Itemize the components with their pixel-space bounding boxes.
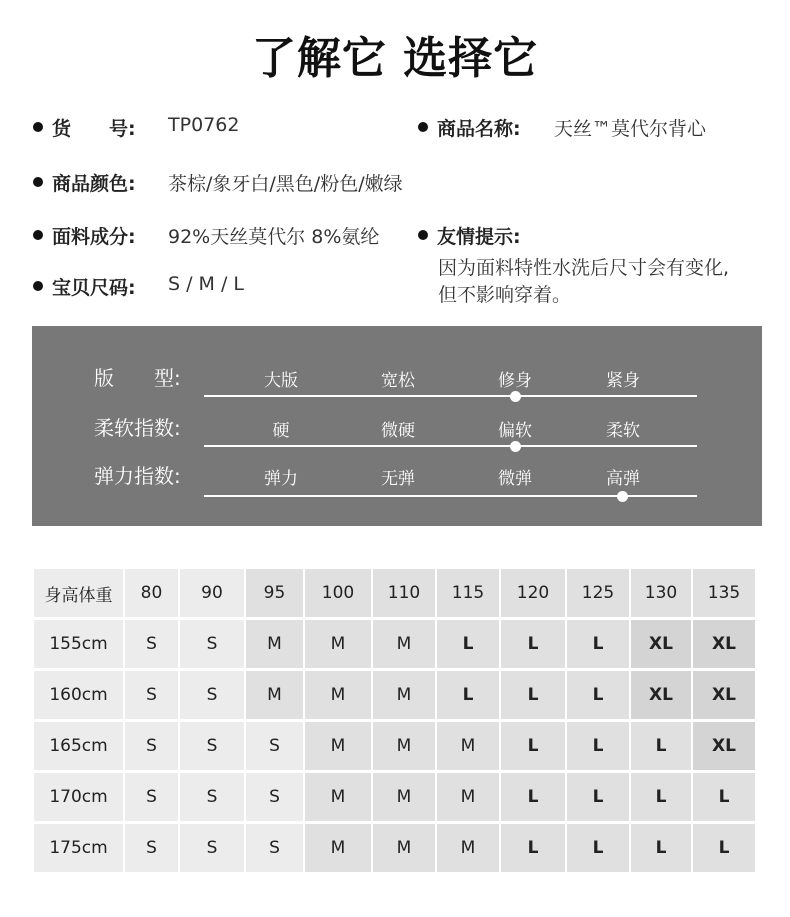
attribute-option: 弹力: [264, 469, 298, 489]
attribute-option: 硬: [272, 421, 290, 441]
attribute-row-fit: [32, 362, 762, 412]
size-cell: L: [631, 824, 691, 872]
height-cell: 155cm: [34, 620, 123, 668]
weight-header: 95: [246, 569, 303, 617]
attribute-marker: [617, 491, 628, 502]
weight-header: 115: [437, 569, 499, 617]
size-cell: S: [125, 773, 178, 821]
attribute-option: 柔软: [606, 421, 640, 441]
size-cell: M: [246, 620, 303, 668]
height-cell: 165cm: [34, 722, 123, 770]
tip-label: 友情提示:: [437, 226, 521, 248]
attribute-option: 无弹: [381, 469, 415, 489]
attribute-label: 弹力指数:: [94, 464, 181, 488]
tip-line-1: 因为面料特性水洗后尺寸会有变化,: [438, 257, 730, 279]
sizes-label: 宝贝尺码:: [52, 277, 136, 299]
size-cell: XL: [693, 722, 755, 770]
size-cell: L: [631, 773, 691, 821]
product-name-row: [437, 114, 707, 141]
size-cell: L: [567, 773, 629, 821]
size-cell: M: [373, 620, 435, 668]
tip-row: [437, 222, 521, 249]
bullet-icon: [418, 122, 428, 132]
size-chart-header-row: [34, 569, 755, 617]
product-name-value: 天丝™莫代尔背心: [554, 118, 707, 140]
size-cell: M: [373, 671, 435, 719]
attribute-row-softness: [32, 412, 762, 462]
table-row: [34, 722, 755, 770]
fabric-value: 92%天丝莫代尔 8%氨纶: [168, 226, 380, 248]
size-cell: S: [125, 620, 178, 668]
size-cell: S: [180, 773, 244, 821]
size-cell: XL: [693, 620, 755, 668]
size-cell: S: [180, 722, 244, 770]
size-cell: L: [501, 671, 565, 719]
size-cell: L: [501, 620, 565, 668]
attribute-label: 柔软指数:: [94, 416, 181, 440]
size-cell: L: [501, 722, 565, 770]
fabric-label: 面料成分:: [52, 226, 136, 248]
attribute-option: 紧身: [606, 371, 640, 391]
size-cell: M: [305, 620, 371, 668]
colors-value: 茶棕/象牙白/黑色/粉色/嫩绿: [168, 173, 403, 195]
size-cell: L: [501, 824, 565, 872]
weight-header: 100: [305, 569, 371, 617]
colors-label: 商品颜色:: [52, 173, 136, 195]
product-name-label: 商品名称:: [437, 118, 521, 140]
size-cell: M: [246, 671, 303, 719]
size-cell: M: [305, 722, 371, 770]
size-cell: M: [373, 773, 435, 821]
size-cell: M: [437, 773, 499, 821]
size-cell: XL: [631, 671, 691, 719]
table-row: [34, 620, 755, 668]
weight-header: 90: [180, 569, 244, 617]
size-cell: M: [373, 722, 435, 770]
size-cell: S: [125, 824, 178, 872]
item-no-value: TP0762: [168, 114, 240, 136]
attribute-option: 偏软: [498, 421, 532, 441]
height-cell: 160cm: [34, 671, 123, 719]
size-cell: M: [305, 773, 371, 821]
attribute-option: 大版: [264, 371, 298, 391]
weight-header: 120: [501, 569, 565, 617]
size-cell: M: [437, 722, 499, 770]
size-cell: L: [567, 671, 629, 719]
bullet-icon: [418, 230, 428, 240]
colors-row: [52, 169, 403, 196]
size-cell: S: [125, 671, 178, 719]
attribute-option: 微硬: [381, 421, 415, 441]
size-cell: L: [567, 824, 629, 872]
bullet-icon: [33, 230, 43, 240]
weight-header: 110: [373, 569, 435, 617]
size-cell: M: [305, 671, 371, 719]
weight-header: 135: [693, 569, 755, 617]
bullet-icon: [33, 281, 43, 291]
size-cell: S: [180, 824, 244, 872]
attribute-scale-line: [204, 395, 697, 397]
attribute-option: 修身: [498, 371, 532, 391]
size-cell: XL: [631, 620, 691, 668]
weight-header: 130: [631, 569, 691, 617]
size-cell: M: [373, 824, 435, 872]
size-cell: S: [246, 722, 303, 770]
attribute-marker: [510, 391, 521, 402]
size-cell: L: [567, 620, 629, 668]
weight-header: 125: [567, 569, 629, 617]
height-cell: 175cm: [34, 824, 123, 872]
item-no-row: [52, 114, 240, 141]
size-cell: L: [501, 773, 565, 821]
attribute-scale-line: [204, 445, 697, 447]
tip-line-2: 但不影响穿着。: [438, 284, 572, 306]
attribute-option: 微弹: [498, 469, 532, 489]
size-cell: M: [437, 824, 499, 872]
height-cell: 170cm: [34, 773, 123, 821]
page-title: 了解它 选择它: [251, 33, 539, 84]
size-chart-corner: 身高体重: [34, 569, 123, 617]
item-no-label: 货 号:: [52, 118, 136, 140]
size-cell: L: [437, 671, 499, 719]
sizes-value: S / M / L: [168, 273, 244, 295]
bullet-icon: [33, 122, 43, 132]
size-chart-table: [32, 566, 757, 875]
attribute-row-elasticity: [32, 460, 762, 510]
size-cell: L: [631, 722, 691, 770]
table-row: [34, 773, 755, 821]
size-cell: L: [693, 824, 755, 872]
bullet-icon: [33, 177, 43, 187]
tip-text: [438, 255, 729, 309]
size-cell: L: [567, 722, 629, 770]
size-cell: L: [693, 773, 755, 821]
size-cell: XL: [693, 671, 755, 719]
size-cell: M: [305, 824, 371, 872]
attribute-option: 宽松: [381, 371, 415, 391]
attribute-panel: [32, 326, 762, 526]
table-row: [34, 824, 755, 872]
attribute-option: 高弹: [606, 469, 640, 489]
size-cell: S: [246, 824, 303, 872]
size-cell: S: [180, 620, 244, 668]
table-row: [34, 671, 755, 719]
weight-header: 80: [125, 569, 178, 617]
size-cell: L: [437, 620, 499, 668]
attribute-label: 版 型:: [94, 366, 181, 390]
size-cell: S: [180, 671, 244, 719]
sizes-row: [52, 273, 244, 300]
attribute-marker: [510, 441, 521, 452]
size-cell: S: [125, 722, 178, 770]
size-cell: S: [246, 773, 303, 821]
fabric-row: [52, 222, 380, 249]
